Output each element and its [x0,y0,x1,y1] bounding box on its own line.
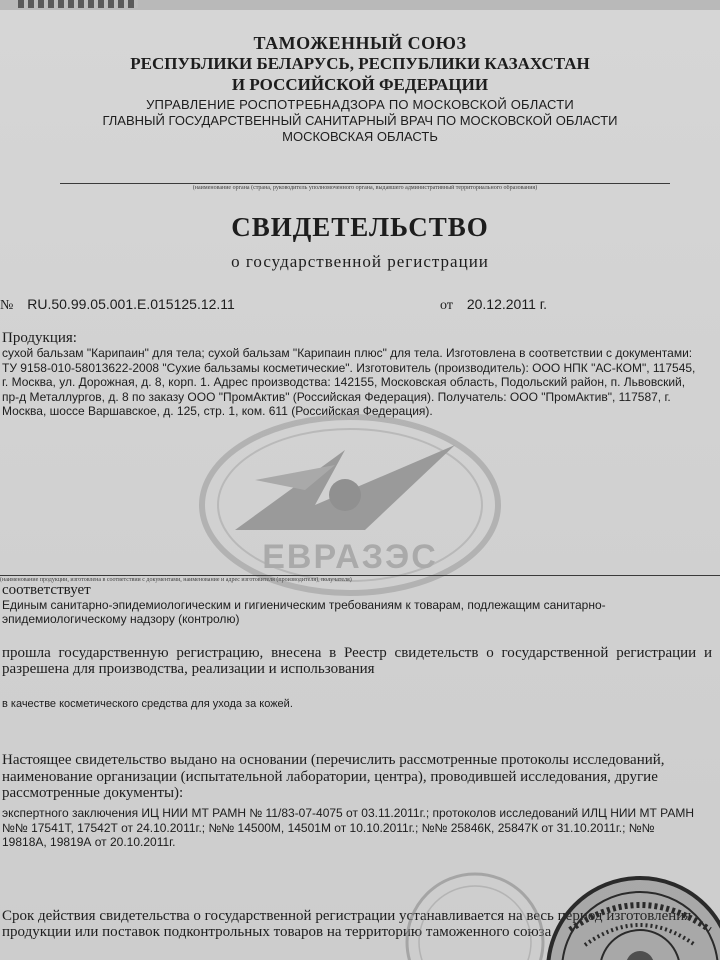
header-republics: РЕСПУБЛИКИ БЕЛАРУСЬ, РЕСПУБЛИКИ КАЗАХСТАН [130,54,590,73]
authority-caption: (наименование органа (страна, руководитель уполномоченного органа, выдавшего административный территориального образования) [192,185,538,191]
authority-divider [60,183,670,184]
conformity-text: Единым санитарно-эпидемиологическим и гигиеническим требованиям к товарам, подлежащим санитарно-эпидемиологическому надзору (контролю) [2,598,606,626]
header-authority: УПРАВЛЕНИЕ РОСПОТРЕБНАДЗОРА ПО МОСКОВСКОЙ ОБЛАСТИ [146,97,574,112]
official-seal [510,870,720,960]
issuance-basis: Настоящее свидетельство выдано на основании (перечислить рассмотренные протоколы исследований, наименование организации (испытательной лаборатории, центра), проводившей исследования, другие рассмотренные документы): [2,752,665,801]
emblem-center-disc [329,479,361,511]
validity-statement: Срок действия свидетельства о государственной регистрации устанавливается на весь период изготовления продукции или поставок подконтрольных товаров на территорию таможенного союза [2,908,692,940]
issuance-documents: экспертного заключения ИЦ НИИ МТ РАМН № 11/83-07-4075 от 03.11.2011г.; протоколов исследований ИЛЦ НИИ МТ РАМН №№ 17541Т, 17542Т от 24.10.2011г.; №№ 14500М, 14501М от 10.10.2011г.; №№ 25846К, 25847К от 31.10.2011г.; №№ 19818А, 19819А от 20.10.2011г. [2,806,694,849]
emblem-label: ЕВРАЗЭС [262,538,438,576]
registration-number-prefix: № [0,298,14,313]
registration-date-prefix: от [440,298,453,313]
product-divider [0,575,720,576]
usage-note: в качестве косметического средства для ухода за кожей. [2,698,293,710]
document-title: СВИДЕТЕЛЬСТВО [231,212,489,242]
registration-date-row [440,296,547,314]
registration-number-row [0,296,235,314]
registration-date: 20.12.2011 г. [466,296,548,312]
product-label: Продукция: [2,330,77,346]
registration-number: RU.50.99.05.001.Е.015125.12.11 [27,296,235,312]
document-subtitle: о государственной регистрации [231,252,489,271]
header-region: МОСКОВСКАЯ ОБЛАСТЬ [282,129,438,144]
header-chief-doctor: ГЛАВНЫЙ ГОСУДАРСТВЕННЫЙ САНИТАРНЫЙ ВРАЧ ПО МОСКОВСКОЙ ОБЛАСТИ [102,113,618,128]
conformity-label: соответствует [2,582,91,598]
eurasec-emblem [195,410,505,600]
product-description: сухой бальзам "Карипаин" для тела; сухой бальзам "Карипаин плюс" для тела. Изготовлена в соответствии с документами: ТУ 9158-010-58013622-2008 "Сухие бальзамы косметические". Изготовитель (производитель): ООО НПК "АС-КОМ", 117545, г. Москва, ул. Дорожная, д. 8, корп. 1. Адрес производства: 142155, Московская область, Подольский район, п. Львовский, пр-д Металлургов, д. 8 по заказу ООО "ПромАктив" (Российская Федерация). Получатель: ООО "ПромАктив", 117587, г. Москва, шоссе Варшавское, д. 125, стр. 1, ком. 611 (Российская Федерация). [2,346,696,418]
top-pattern-mark [18,0,138,8]
product-caption: (наименование продукции, изготовлена в соответствии с документами, наименование и адрес изготовителя (производителя), получателя) [0,577,352,583]
registration-statement: прошла государственную регистрацию, внесена в Реестр свидетельств о государственной регистрации и разрешена для производства, реализации и использования [2,645,712,677]
header-union: ТАМОЖЕННЫЙ СОЮЗ [253,33,467,53]
header-federation: И РОССИЙСКОЙ ФЕДЕРАЦИИ [231,75,489,94]
